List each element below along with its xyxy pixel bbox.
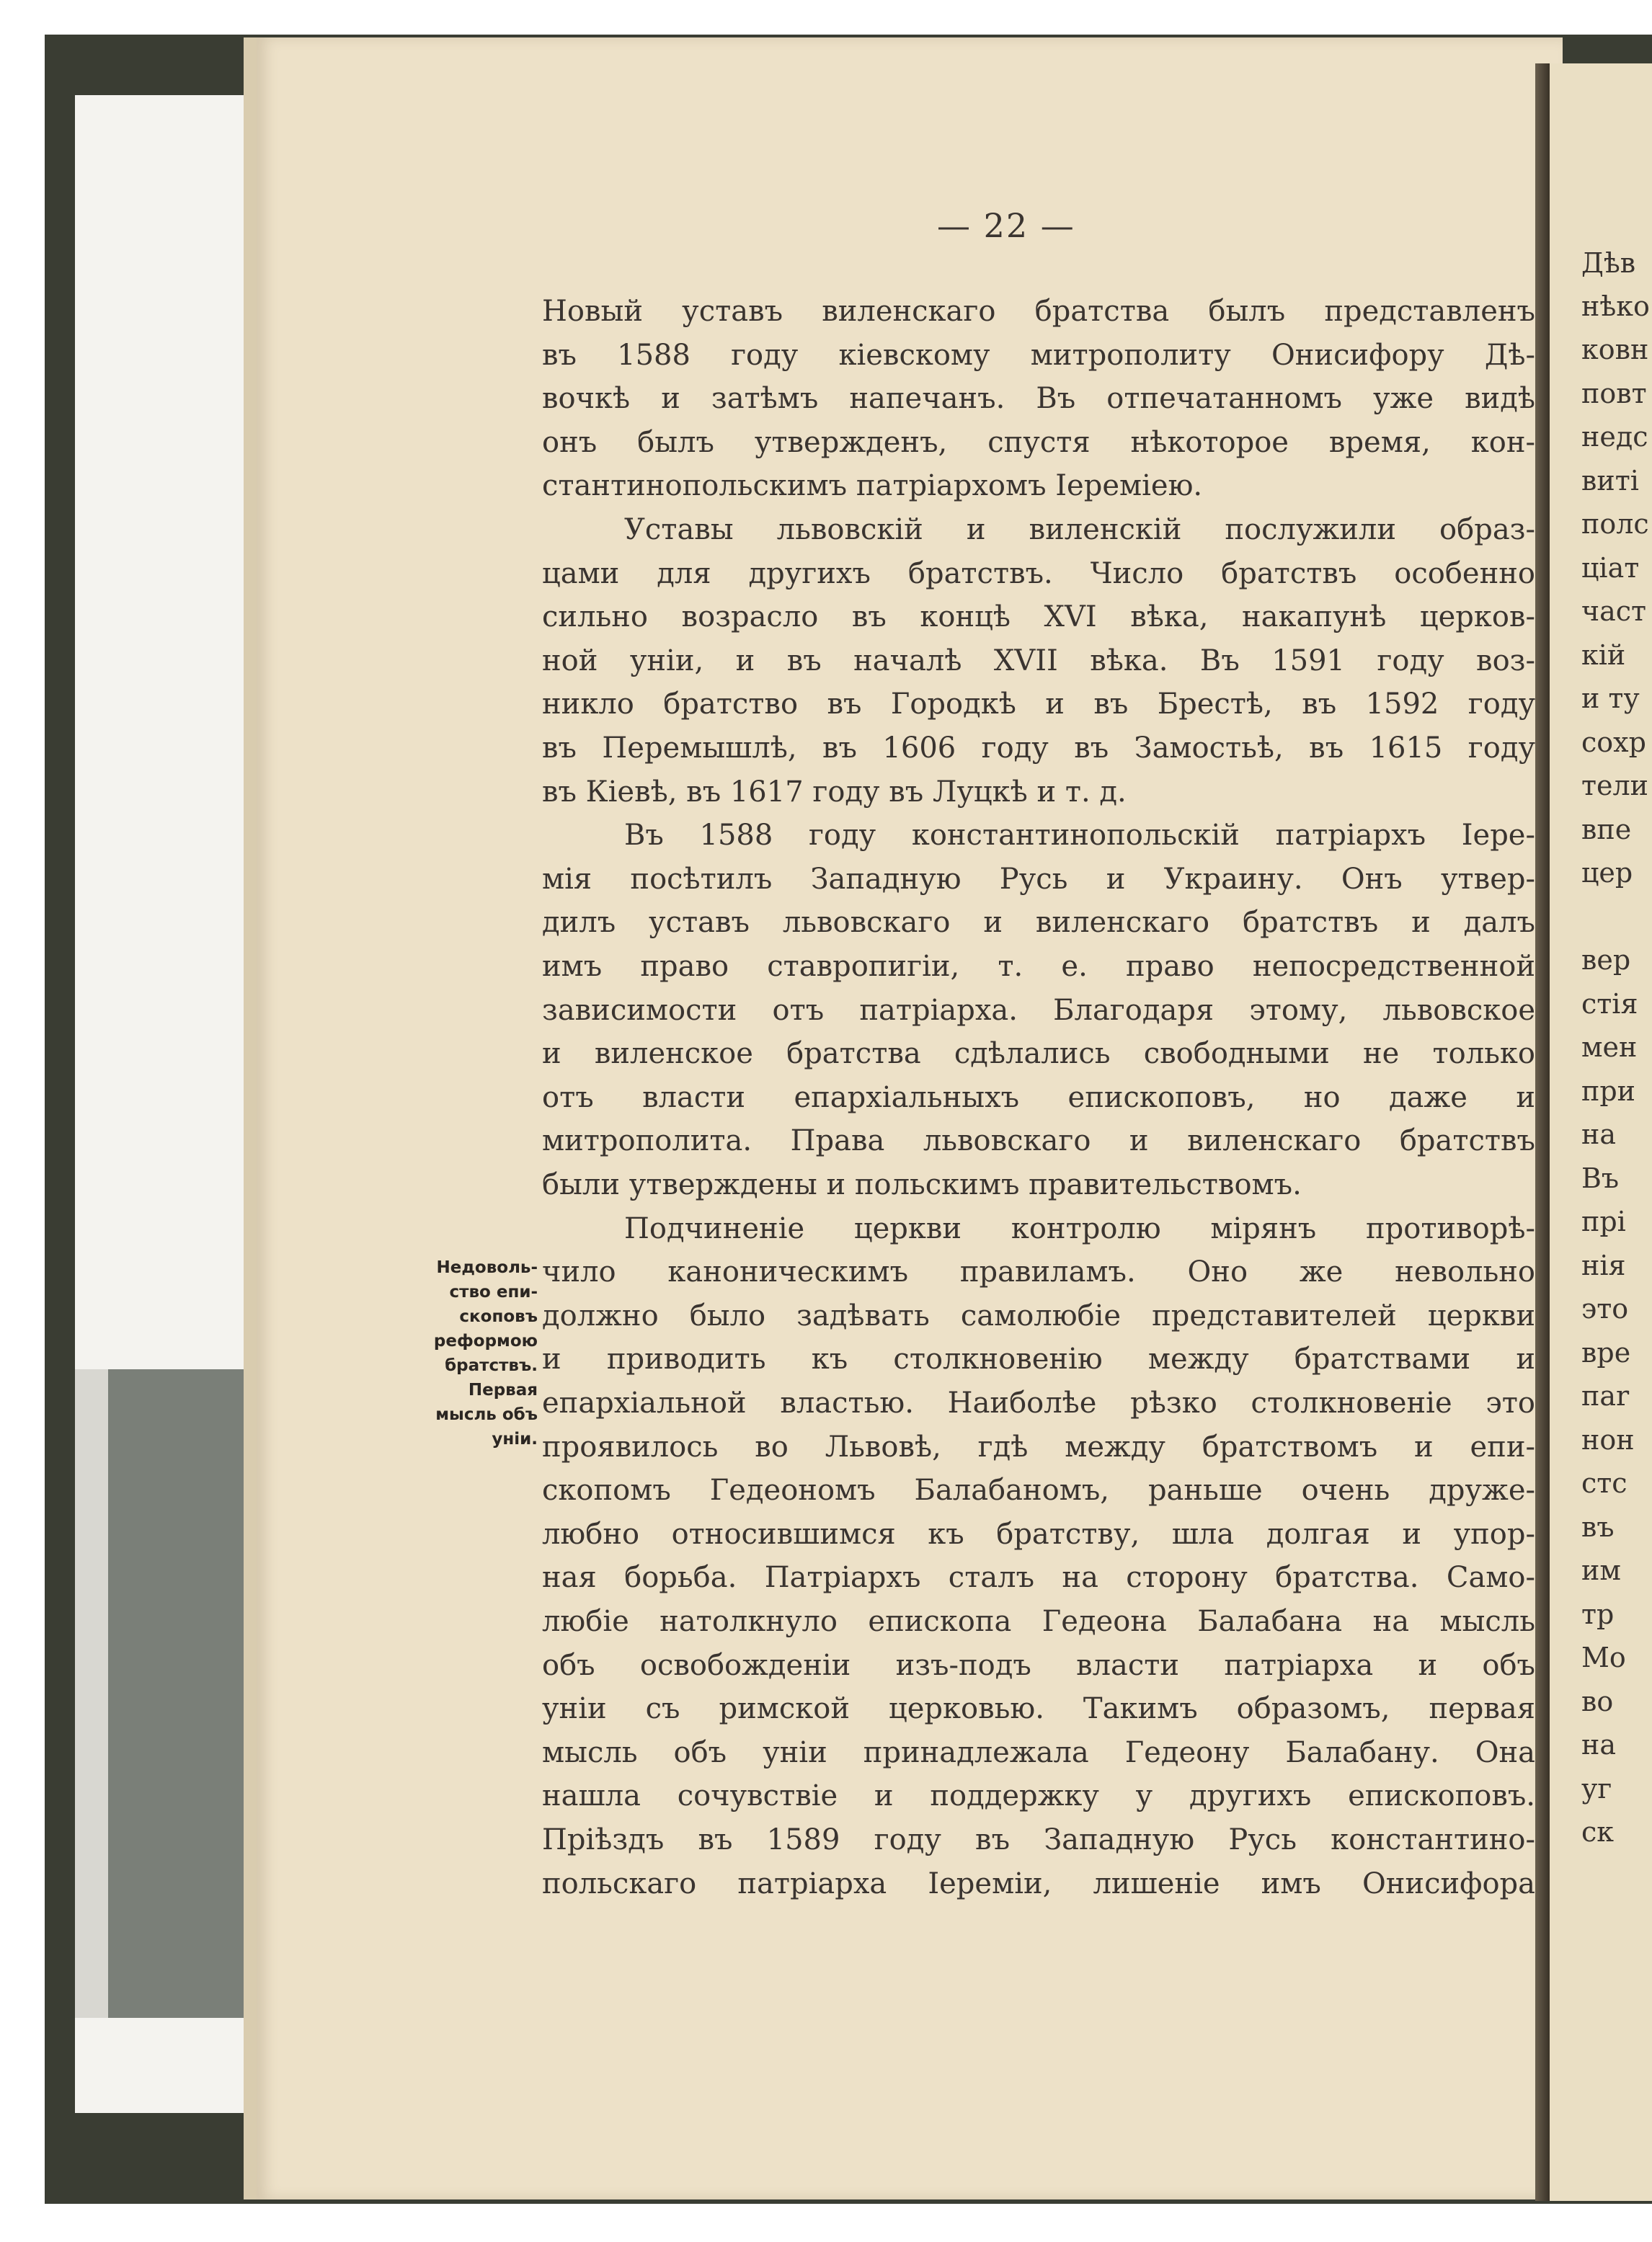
next-page-fragment: на xyxy=(1581,1729,1616,1761)
text-line: ной уніи, и въ началѣ XVII вѣка. Въ 1591 году воз- xyxy=(542,644,1535,677)
next-page-fragment: им xyxy=(1581,1554,1621,1586)
text-line: скопомъ Гедеономъ Балабаномъ, раньше очень друже- xyxy=(542,1474,1535,1508)
text-line: отъ власти епархіальныхъ епископовъ, но даже и xyxy=(542,1080,1535,1114)
text-line: вочкѣ и затѣмъ напечанъ. Въ отпечатанномъ уже видѣ xyxy=(542,382,1535,416)
margin-note-line: уніи. xyxy=(492,1430,538,1449)
margin-note-line: братствъ. xyxy=(445,1356,538,1375)
text-line: проявилось во Львовѣ, гдѣ между братствомъ и епи- xyxy=(542,1430,1535,1464)
next-page-fragment: тели xyxy=(1581,770,1648,801)
text-line: и виленское братства сдѣлались свободными не только xyxy=(542,1037,1535,1071)
next-page-fragment: стс xyxy=(1581,1467,1627,1499)
text-line: дилъ уставъ львовскаго и виленскаго братствъ и далъ xyxy=(542,906,1535,940)
next-page-fragment: во xyxy=(1581,1686,1614,1717)
next-page-fragment: мен xyxy=(1581,1031,1638,1063)
text-line: никло братство въ Городкѣ и въ Брестѣ, въ 1592 году xyxy=(542,688,1535,721)
text-line: въ Перемышлѣ, въ 1606 году въ Замостьѣ, въ 1615 году xyxy=(542,731,1535,765)
text-line: должно было задѣвать самолюбіе представителей церкви xyxy=(542,1299,1535,1333)
text-line: нашла сочувствіе и поддержку у другихъ епископовъ. xyxy=(542,1779,1535,1813)
next-page-fragment: при xyxy=(1581,1075,1635,1107)
text-line: въ 1588 году кіевскому митрополиту Онисифору Дѣ- xyxy=(542,338,1535,372)
next-page-fragment: ковн xyxy=(1581,334,1649,365)
page-number: — 22 — xyxy=(937,206,1075,245)
next-page-fragment: стія xyxy=(1581,988,1638,1020)
next-page-fragment: виті xyxy=(1581,465,1639,497)
text-line: Пріѣздъ въ 1589 году въ Западную Русь константино- xyxy=(542,1823,1535,1856)
next-page-fragment: част xyxy=(1581,595,1647,627)
next-page-edge xyxy=(1550,63,1652,2201)
next-page-fragment: кій xyxy=(1581,639,1626,671)
text-line: мія посѣтилъ Западную Русь и Украину. Онъ утвер- xyxy=(542,862,1535,896)
next-page-fragment: Въ xyxy=(1581,1162,1620,1194)
next-page-fragment: повт xyxy=(1581,378,1647,409)
text-line: уніи съ римской церковью. Такимъ образомъ, первая xyxy=(542,1692,1535,1726)
margin-note-line: Первая xyxy=(468,1381,538,1400)
margin-note-line: реформою xyxy=(433,1332,538,1351)
next-page-fragment: недс xyxy=(1581,421,1648,453)
text-line: Уставы львовскій и виленскій послужили образ- xyxy=(624,513,1535,546)
text-line: любіе натолкнуло епископа Гедеона Балабана на мысль xyxy=(542,1605,1535,1638)
cover-stripe xyxy=(108,1369,259,2018)
margin-note-line: скоповъ xyxy=(459,1307,538,1326)
next-page-fragment: ціат xyxy=(1581,552,1640,584)
next-page-fragment: нія xyxy=(1581,1250,1626,1281)
text-line: ная борьба. Патріархъ сталъ на сторону братства. Само- xyxy=(542,1561,1535,1595)
next-page-fragment: паr xyxy=(1581,1380,1630,1412)
text-line: Новый уставъ виленскаго братства былъ представленъ xyxy=(542,295,1535,328)
next-page-fragment: уг xyxy=(1581,1773,1612,1805)
text-line: епархіальной властью. Наиболѣе рѣзко столкновеніе это xyxy=(542,1387,1535,1420)
next-page-fragment: нон xyxy=(1581,1424,1635,1456)
text-line: и приводить къ столкновенію между братствами и xyxy=(542,1343,1535,1376)
text-line: мысль объ уніи принадлежала Гедеону Балабану. Она xyxy=(542,1735,1535,1769)
text-line: имъ право ставропигіи, т. е. право непосредственной xyxy=(542,950,1535,983)
text-line: сильно возрасло въ концѣ XVI вѣка, накапунѣ церков- xyxy=(542,600,1535,634)
text-line: стантинопольскимъ патріархомъ Іереміею. xyxy=(542,469,1203,503)
margin-note-line: Недоволь- xyxy=(436,1258,538,1277)
next-page-fragment: ск xyxy=(1581,1816,1615,1848)
next-page-fragment: впе xyxy=(1581,814,1632,845)
text-line: чило каноническимъ правиламъ. Оно же невольно xyxy=(542,1255,1535,1289)
text-line: онъ былъ утвержденъ, спустя нѣкоторое время, кон- xyxy=(542,425,1535,459)
text-line: митрополита. Права львовскаго и виленскаго братствъ xyxy=(542,1124,1535,1158)
next-page-fragment: цер xyxy=(1581,857,1633,889)
text-line: Въ 1588 году константинопольскій патріархъ Іере- xyxy=(624,819,1535,853)
next-page-fragment: Дѣв xyxy=(1581,247,1636,279)
next-page-fragment: полс xyxy=(1581,508,1649,540)
next-page-fragment: вре xyxy=(1581,1337,1631,1369)
next-page-fragment: на xyxy=(1581,1118,1616,1150)
next-page-fragment: это xyxy=(1581,1293,1629,1325)
next-page-fragment: нѣко xyxy=(1581,290,1650,322)
text-line: Подчиненіе церкви контролю мірянъ противорѣ- xyxy=(624,1211,1535,1245)
next-page-fragment: Мо xyxy=(1581,1642,1626,1673)
margin-note-line: мысль объ xyxy=(435,1405,538,1424)
text-line: были утверждены и польскимъ правительствомъ. xyxy=(542,1168,1302,1201)
next-page-fragment: въ xyxy=(1581,1511,1615,1543)
cover-edge xyxy=(75,1369,108,2018)
next-page-fragment: сохр xyxy=(1581,726,1646,758)
next-page-fragment: и ту xyxy=(1581,682,1640,714)
text-line: зависимости отъ патріарха. Благодаря этому, львовское xyxy=(542,993,1535,1027)
text-line: цами для другихъ братствъ. Число братствъ особенно xyxy=(542,556,1535,590)
text-line: польскаго патріарха Іереміи, лишеніе имъ Онисифора xyxy=(542,1867,1535,1900)
next-page-fragment: прі xyxy=(1581,1206,1626,1237)
next-page-fragment: тр xyxy=(1581,1598,1615,1630)
next-page-fragment: вер xyxy=(1581,944,1631,976)
text-line: любно относившимся къ братству, шла долгая и упор- xyxy=(542,1517,1535,1551)
text-line: въ Кіевѣ, въ 1617 году въ Луцкѣ и т. д. xyxy=(542,775,1127,809)
margin-note-line: ство епи- xyxy=(449,1283,538,1302)
text-line: объ освобожденіи изъ-подъ власти патріарха и объ xyxy=(542,1648,1535,1682)
